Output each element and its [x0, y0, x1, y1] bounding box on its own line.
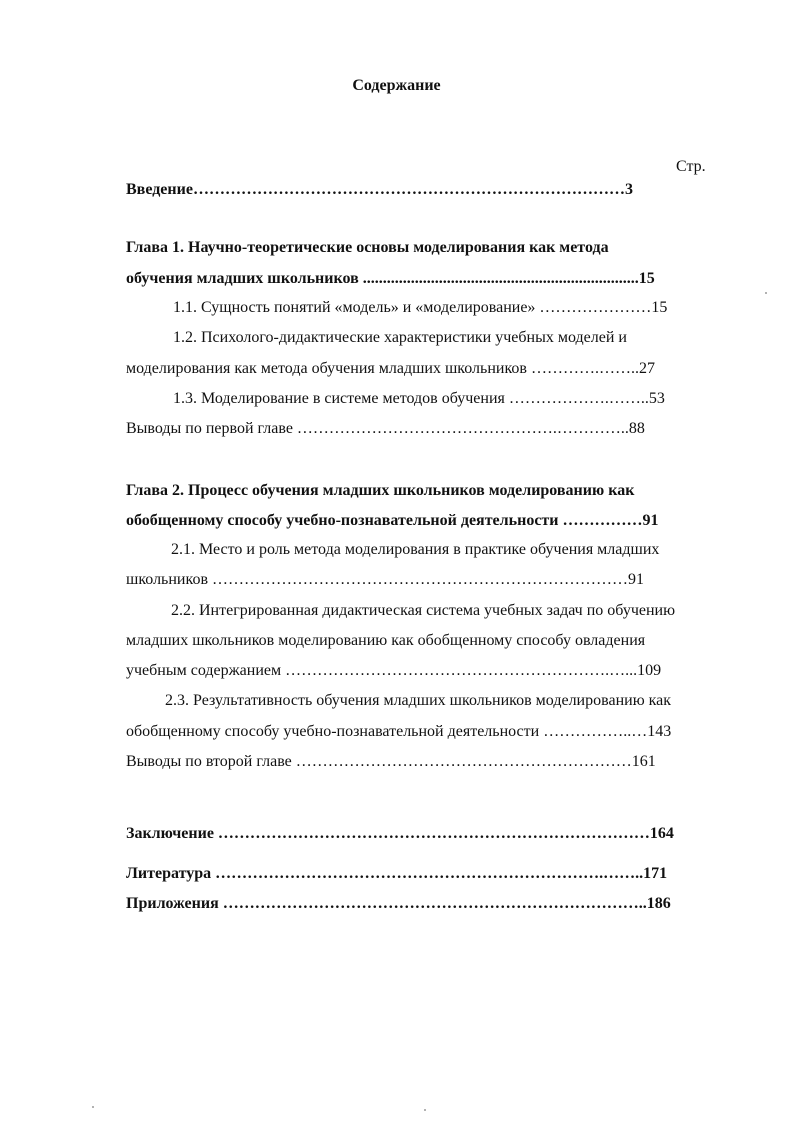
toc-entry-chapter-1-title-line-2: обучения младших школьников .....................................................................15	[126, 270, 655, 287]
toc-entry-appendix: Приложения ……………………………………………………………………..186	[126, 895, 671, 912]
toc-entry-section-1-1: 1.1. Сущность понятий «модель» и «моделирование» …………………15	[173, 299, 668, 316]
toc-entry-intro: Введение………………………………………………………………………3	[126, 181, 633, 198]
toc-entry-section-1-3: 1.3. Моделирование в системе методов обучения ……………….……..53	[173, 390, 665, 407]
toc-entry-section-2-3-line-1: 2.3. Результативность обучения младших школьников моделированию как	[165, 692, 672, 709]
toc-entry-conclusions-chapter-1: Выводы по первой главе ………………………………………….…………..88	[126, 420, 645, 437]
toc-entry-literature: Литература ……………………………………………………………….……..171	[126, 865, 668, 882]
toc-entry-section-2-2-line-3: учебным содержанием …………………………………………………….…...109	[126, 662, 662, 679]
scan-speck	[424, 1109, 426, 1111]
toc-entry-chapter-2-title-line-1: Глава 2. Процесс обучения младших школьников моделированию как	[126, 482, 635, 499]
scan-speck	[765, 292, 767, 294]
toc-entry-section-2-1-line-2: школьников ……………………………………………………………………91	[126, 571, 644, 588]
page-column-label: Стр.	[676, 158, 706, 175]
toc-entry-conclusions-chapter-2: Выводы по второй главе ………………………………………………………161	[126, 753, 656, 770]
toc-entry-section-1-2-line-1: 1.2. Психолого-дидактические характеристики учебных моделей и	[173, 329, 627, 346]
toc-entry-chapter-1-title-line-1: Глава 1. Научно-теоретические основы моделирования как метода	[126, 239, 609, 256]
page-title: Содержание	[352, 77, 441, 94]
toc-entry-chapter-2-title-line-2: обобщенному способу учебно-познавательной деятельности ……………91	[126, 512, 659, 529]
toc-entry-conclusion: Заключение ………………………………………………………………………164	[126, 825, 674, 842]
toc-entry-section-1-2-line-2: моделирования как метода обучения младших школьников ………….……..27	[126, 360, 655, 377]
toc-entry-section-2-3-line-2: обобщенному способу учебно-познавательной деятельности ……………..…143	[126, 723, 672, 740]
scan-speck	[92, 1106, 94, 1108]
toc-entry-section-2-1-line-1: 2.1. Место и роль метода моделирования в практике обучения младших	[171, 541, 660, 558]
toc-entry-section-2-2-line-2: младших школьников моделированию как обобщенному способу овладения	[126, 632, 646, 649]
toc-entry-section-2-2-line-1: 2.2. Интегрированная дидактическая система учебных задач по обучению	[171, 602, 676, 619]
